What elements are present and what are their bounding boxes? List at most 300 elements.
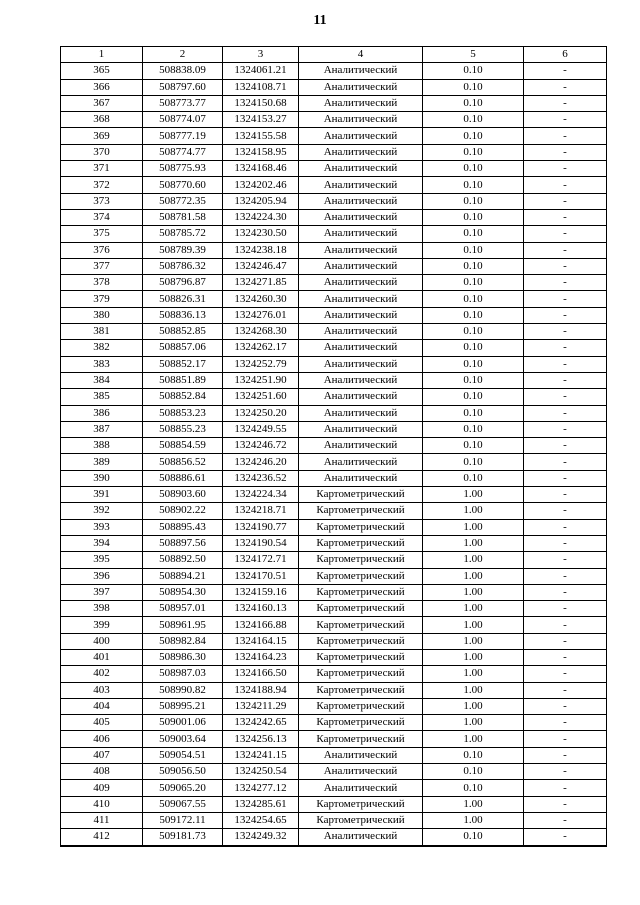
table-row xyxy=(61,601,607,617)
table-cell: - xyxy=(524,307,607,323)
table-cell: 1324164.23 xyxy=(223,649,299,665)
table-cell: 0.10 xyxy=(423,372,524,388)
table-cell: 508851.89 xyxy=(143,372,223,388)
table-cell: 0.10 xyxy=(423,63,524,79)
table-cell: - xyxy=(524,617,607,633)
table-cell: 509054.51 xyxy=(143,747,223,763)
table-row xyxy=(61,405,607,421)
table-cell: Аналитический xyxy=(299,421,423,437)
table-cell: 377 xyxy=(61,258,143,274)
table-cell: 1324251.90 xyxy=(223,372,299,388)
table-cell: 1324190.54 xyxy=(223,535,299,551)
table-row xyxy=(61,731,607,747)
table-row xyxy=(61,177,607,193)
table-cell: 1324242.65 xyxy=(223,715,299,731)
table-row xyxy=(61,519,607,535)
table-cell: 402 xyxy=(61,666,143,682)
table-cell: 387 xyxy=(61,421,143,437)
table-cell: 509065.20 xyxy=(143,780,223,796)
table-cell: 0.10 xyxy=(423,161,524,177)
table-cell: 367 xyxy=(61,95,143,111)
table-cell: 401 xyxy=(61,649,143,665)
table-cell: 508796.87 xyxy=(143,275,223,291)
table-cell: 508789.39 xyxy=(143,242,223,258)
table-cell: 0.10 xyxy=(423,275,524,291)
table-cell: 1324172.71 xyxy=(223,552,299,568)
table-cell: 508855.23 xyxy=(143,421,223,437)
table-cell: 1324246.47 xyxy=(223,258,299,274)
table-cell: 1.00 xyxy=(423,535,524,551)
table-cell: 406 xyxy=(61,731,143,747)
table-cell: - xyxy=(524,503,607,519)
table-cell: - xyxy=(524,519,607,535)
table-cell: - xyxy=(524,79,607,95)
table-cell: 0.10 xyxy=(423,389,524,405)
table-cell: 0.10 xyxy=(423,421,524,437)
table-cell: Аналитический xyxy=(299,405,423,421)
table-cell: Аналитический xyxy=(299,209,423,225)
table-row xyxy=(61,161,607,177)
table-cell: 509181.73 xyxy=(143,829,223,846)
table-row xyxy=(61,112,607,128)
table-cell: - xyxy=(524,242,607,258)
table-cell: 0.10 xyxy=(423,242,524,258)
table-cell: - xyxy=(524,829,607,846)
table-cell: 1324224.30 xyxy=(223,209,299,225)
table-cell: 0.10 xyxy=(423,324,524,340)
table-cell: - xyxy=(524,812,607,828)
table-cell: 0.10 xyxy=(423,112,524,128)
table-cell: 509172.11 xyxy=(143,812,223,828)
table-cell: 375 xyxy=(61,226,143,242)
table-cell: 508857.06 xyxy=(143,340,223,356)
table-row xyxy=(61,568,607,584)
table-cell: 0.10 xyxy=(423,829,524,846)
table-cell: 385 xyxy=(61,389,143,405)
table-cell: 380 xyxy=(61,307,143,323)
table-cell: 1324188.94 xyxy=(223,682,299,698)
table-cell: Картометрический xyxy=(299,682,423,698)
coordinates-table xyxy=(60,46,607,847)
table-cell: 0.10 xyxy=(423,764,524,780)
table-cell: Аналитический xyxy=(299,747,423,763)
table-cell: Картометрический xyxy=(299,503,423,519)
table-cell: Аналитический xyxy=(299,242,423,258)
table-cell: - xyxy=(524,715,607,731)
table-cell: Картометрический xyxy=(299,796,423,812)
table-cell: 508892.50 xyxy=(143,552,223,568)
column-header: 6 xyxy=(524,47,607,63)
table-cell: 0.10 xyxy=(423,79,524,95)
table-cell: Аналитический xyxy=(299,307,423,323)
table-cell: 508772.35 xyxy=(143,193,223,209)
table-cell: Аналитический xyxy=(299,470,423,486)
table-cell: 381 xyxy=(61,324,143,340)
table-row xyxy=(61,633,607,649)
table-row xyxy=(61,617,607,633)
table-cell: Картометрический xyxy=(299,568,423,584)
table-cell: 392 xyxy=(61,503,143,519)
table-cell: 1324202.46 xyxy=(223,177,299,193)
table-cell: 508897.56 xyxy=(143,535,223,551)
table-row xyxy=(61,780,607,796)
table-cell: 404 xyxy=(61,698,143,714)
table-cell: Аналитический xyxy=(299,438,423,454)
table-cell: 508986.30 xyxy=(143,649,223,665)
table-cell: Аналитический xyxy=(299,275,423,291)
table-cell: 1.00 xyxy=(423,519,524,535)
table-cell: 1324170.51 xyxy=(223,568,299,584)
table-row xyxy=(61,389,607,405)
table-cell: Аналитический xyxy=(299,829,423,846)
table-cell: 366 xyxy=(61,79,143,95)
table-cell: 1.00 xyxy=(423,731,524,747)
table-body xyxy=(61,63,607,846)
table-cell: Картометрический xyxy=(299,584,423,600)
table-row xyxy=(61,796,607,812)
table-cell: 1.00 xyxy=(423,601,524,617)
table-cell: 398 xyxy=(61,601,143,617)
table-cell: 1324285.61 xyxy=(223,796,299,812)
table-cell: Аналитический xyxy=(299,291,423,307)
table-cell: 0.10 xyxy=(423,193,524,209)
table-cell: 1324230.50 xyxy=(223,226,299,242)
table-cell: Картометрический xyxy=(299,535,423,551)
table-cell: 372 xyxy=(61,177,143,193)
table-cell: 508854.59 xyxy=(143,438,223,454)
table-cell: Аналитический xyxy=(299,372,423,388)
table-cell: 389 xyxy=(61,454,143,470)
table-cell: - xyxy=(524,209,607,225)
table-cell: 1.00 xyxy=(423,682,524,698)
table-cell: 508856.52 xyxy=(143,454,223,470)
table-cell: 1324249.32 xyxy=(223,829,299,846)
table-cell: 1324155.58 xyxy=(223,128,299,144)
table-cell: 1.00 xyxy=(423,666,524,682)
table-cell: 371 xyxy=(61,161,143,177)
table-cell: 509056.50 xyxy=(143,764,223,780)
table-cell: 409 xyxy=(61,780,143,796)
table-cell: 508902.22 xyxy=(143,503,223,519)
table-cell: 396 xyxy=(61,568,143,584)
table-cell: Картометрический xyxy=(299,715,423,731)
table-cell: 1324271.85 xyxy=(223,275,299,291)
table-row xyxy=(61,552,607,568)
table-cell: 508826.31 xyxy=(143,291,223,307)
table-cell: 1324108.71 xyxy=(223,79,299,95)
table-cell: - xyxy=(524,568,607,584)
table-cell: Аналитический xyxy=(299,340,423,356)
table-cell: 1.00 xyxy=(423,552,524,568)
table-cell: - xyxy=(524,161,607,177)
table-header-row xyxy=(61,47,607,63)
column-header: 2 xyxy=(143,47,223,63)
table-cell: 508797.60 xyxy=(143,79,223,95)
table-cell: - xyxy=(524,421,607,437)
table-cell: 390 xyxy=(61,470,143,486)
table-cell: 368 xyxy=(61,112,143,128)
table-row xyxy=(61,340,607,356)
table-cell: 0.10 xyxy=(423,780,524,796)
table-cell: - xyxy=(524,698,607,714)
table-cell: 1.00 xyxy=(423,568,524,584)
table-cell: Аналитический xyxy=(299,324,423,340)
table-cell: 1324249.55 xyxy=(223,421,299,437)
table-cell: - xyxy=(524,340,607,356)
table-cell: - xyxy=(524,438,607,454)
table-cell: 508895.43 xyxy=(143,519,223,535)
table-cell: 508775.93 xyxy=(143,161,223,177)
table-cell: Картометрический xyxy=(299,552,423,568)
table-cell: 412 xyxy=(61,829,143,846)
table-cell: Картометрический xyxy=(299,519,423,535)
table-cell: 0.10 xyxy=(423,454,524,470)
table-cell: - xyxy=(524,666,607,682)
table-cell: 508954.30 xyxy=(143,584,223,600)
table-cell: 1324246.72 xyxy=(223,438,299,454)
table-row xyxy=(61,747,607,763)
column-header: 4 xyxy=(299,47,423,63)
table-cell: - xyxy=(524,112,607,128)
table-cell: 374 xyxy=(61,209,143,225)
table-cell: - xyxy=(524,535,607,551)
table-cell: Аналитический xyxy=(299,112,423,128)
table-cell: - xyxy=(524,584,607,600)
table-cell: - xyxy=(524,780,607,796)
table-row xyxy=(61,128,607,144)
table-cell: 508961.95 xyxy=(143,617,223,633)
column-header: 3 xyxy=(223,47,299,63)
table-cell: 370 xyxy=(61,144,143,160)
table-cell: 1324164.15 xyxy=(223,633,299,649)
table-row xyxy=(61,584,607,600)
table-cell: 0.10 xyxy=(423,405,524,421)
table-cell: - xyxy=(524,405,607,421)
table-row xyxy=(61,438,607,454)
table-cell: 508852.84 xyxy=(143,389,223,405)
table-cell: 393 xyxy=(61,519,143,535)
table-cell: 1324190.77 xyxy=(223,519,299,535)
table-cell: 508894.21 xyxy=(143,568,223,584)
table-cell: 508852.85 xyxy=(143,324,223,340)
table-cell: 0.10 xyxy=(423,128,524,144)
table-cell: - xyxy=(524,177,607,193)
table-cell: 0.10 xyxy=(423,356,524,372)
table-cell: 391 xyxy=(61,487,143,503)
table-cell: 508774.77 xyxy=(143,144,223,160)
table-cell: Аналитический xyxy=(299,764,423,780)
table-cell: 508995.21 xyxy=(143,698,223,714)
table-cell: 386 xyxy=(61,405,143,421)
table-cell: 1324158.95 xyxy=(223,144,299,160)
table-cell: 1324211.29 xyxy=(223,698,299,714)
table-cell: 0.10 xyxy=(423,177,524,193)
table-cell: 395 xyxy=(61,552,143,568)
table-cell: 1324254.65 xyxy=(223,812,299,828)
table-cell: 508987.03 xyxy=(143,666,223,682)
table-cell: 509003.64 xyxy=(143,731,223,747)
table-row xyxy=(61,503,607,519)
table-cell: 508886.61 xyxy=(143,470,223,486)
table-cell: 410 xyxy=(61,796,143,812)
table-cell: 508773.77 xyxy=(143,95,223,111)
column-header: 1 xyxy=(61,47,143,63)
table-cell: 508838.09 xyxy=(143,63,223,79)
table-cell: 382 xyxy=(61,340,143,356)
table-cell: - xyxy=(524,95,607,111)
table-row xyxy=(61,324,607,340)
table-cell: 508836.13 xyxy=(143,307,223,323)
table-cell: Картометрический xyxy=(299,812,423,828)
table-cell: 365 xyxy=(61,63,143,79)
table-cell: 508770.60 xyxy=(143,177,223,193)
table-cell: 1.00 xyxy=(423,503,524,519)
table-cell: - xyxy=(524,601,607,617)
table-cell: 0.10 xyxy=(423,95,524,111)
table-cell: 508990.82 xyxy=(143,682,223,698)
table-cell: 1324268.30 xyxy=(223,324,299,340)
table-cell: 1324250.20 xyxy=(223,405,299,421)
table-cell: 1.00 xyxy=(423,698,524,714)
table-cell: 1.00 xyxy=(423,617,524,633)
table-row xyxy=(61,454,607,470)
table-cell: Картометрический xyxy=(299,649,423,665)
table-cell: 0.10 xyxy=(423,258,524,274)
table-row xyxy=(61,666,607,682)
column-header: 5 xyxy=(423,47,524,63)
table-cell: 1324276.01 xyxy=(223,307,299,323)
table-row xyxy=(61,698,607,714)
table-cell: 0.10 xyxy=(423,209,524,225)
table-row xyxy=(61,764,607,780)
table-cell: - xyxy=(524,389,607,405)
table-cell: 1.00 xyxy=(423,715,524,731)
table-cell: - xyxy=(524,796,607,812)
table-row xyxy=(61,242,607,258)
table-cell: 394 xyxy=(61,535,143,551)
table-row xyxy=(61,63,607,79)
table-cell: 508982.84 xyxy=(143,633,223,649)
table-row xyxy=(61,356,607,372)
table-cell: 1324238.18 xyxy=(223,242,299,258)
table-cell: 508852.17 xyxy=(143,356,223,372)
table-cell: - xyxy=(524,258,607,274)
table-cell: 369 xyxy=(61,128,143,144)
table-cell: 379 xyxy=(61,291,143,307)
table-cell: - xyxy=(524,128,607,144)
table-cell: 0.10 xyxy=(423,340,524,356)
table-cell: Аналитический xyxy=(299,226,423,242)
table-cell: Аналитический xyxy=(299,128,423,144)
table-cell: Картометрический xyxy=(299,666,423,682)
table-cell: - xyxy=(524,275,607,291)
table-cell: 1324260.30 xyxy=(223,291,299,307)
table-row xyxy=(61,258,607,274)
table-cell: 509001.06 xyxy=(143,715,223,731)
table-cell: Аналитический xyxy=(299,95,423,111)
table-cell: - xyxy=(524,747,607,763)
table-cell: 1324251.60 xyxy=(223,389,299,405)
table-cell: - xyxy=(524,552,607,568)
table-cell: Картометрический xyxy=(299,601,423,617)
table-cell: 0.10 xyxy=(423,144,524,160)
table-cell: - xyxy=(524,682,607,698)
table-cell: 0.10 xyxy=(423,438,524,454)
table-cell: 1324250.54 xyxy=(223,764,299,780)
table-cell: Аналитический xyxy=(299,258,423,274)
table-cell: 1324236.52 xyxy=(223,470,299,486)
table-cell: 383 xyxy=(61,356,143,372)
table-cell: 1.00 xyxy=(423,796,524,812)
table-row xyxy=(61,682,607,698)
table-row xyxy=(61,829,607,846)
table-cell: 388 xyxy=(61,438,143,454)
table-row xyxy=(61,715,607,731)
table-cell: 508903.60 xyxy=(143,487,223,503)
table-cell: 400 xyxy=(61,633,143,649)
table-row xyxy=(61,812,607,828)
table-cell: Аналитический xyxy=(299,177,423,193)
table-cell: - xyxy=(524,470,607,486)
table-row xyxy=(61,193,607,209)
table-cell: 1324224.34 xyxy=(223,487,299,503)
table-cell: - xyxy=(524,764,607,780)
table-row xyxy=(61,275,607,291)
table-cell: - xyxy=(524,454,607,470)
table-row xyxy=(61,421,607,437)
table-cell: 508786.32 xyxy=(143,258,223,274)
table-cell: - xyxy=(524,291,607,307)
table-cell: 1324166.50 xyxy=(223,666,299,682)
table-cell: 1324159.16 xyxy=(223,584,299,600)
table-cell: Картометрический xyxy=(299,698,423,714)
table-cell: 508853.23 xyxy=(143,405,223,421)
table-cell: 378 xyxy=(61,275,143,291)
table-row xyxy=(61,487,607,503)
table-cell: Аналитический xyxy=(299,193,423,209)
table-cell: Аналитический xyxy=(299,389,423,405)
table-cell: 411 xyxy=(61,812,143,828)
table-cell: 384 xyxy=(61,372,143,388)
table-cell: 1324277.12 xyxy=(223,780,299,796)
table-cell: 408 xyxy=(61,764,143,780)
table-row xyxy=(61,144,607,160)
table-cell: 508781.58 xyxy=(143,209,223,225)
table-row xyxy=(61,291,607,307)
table-cell: 1324241.15 xyxy=(223,747,299,763)
table-cell: - xyxy=(524,63,607,79)
table-cell: 1324256.13 xyxy=(223,731,299,747)
table-cell: 373 xyxy=(61,193,143,209)
table-row xyxy=(61,307,607,323)
table-cell: 1.00 xyxy=(423,487,524,503)
table-cell: 1.00 xyxy=(423,812,524,828)
table-cell: 1324262.17 xyxy=(223,340,299,356)
table-row xyxy=(61,79,607,95)
table-cell: 0.10 xyxy=(423,747,524,763)
table-cell: Картометрический xyxy=(299,731,423,747)
table-cell: Аналитический xyxy=(299,63,423,79)
table-row xyxy=(61,95,607,111)
table-cell: Картометрический xyxy=(299,617,423,633)
table-row xyxy=(61,209,607,225)
table-cell: 1324153.27 xyxy=(223,112,299,128)
table-cell: 1324252.79 xyxy=(223,356,299,372)
table-cell: - xyxy=(524,356,607,372)
table-cell: 0.10 xyxy=(423,291,524,307)
table-cell: - xyxy=(524,633,607,649)
table-cell: 0.10 xyxy=(423,226,524,242)
